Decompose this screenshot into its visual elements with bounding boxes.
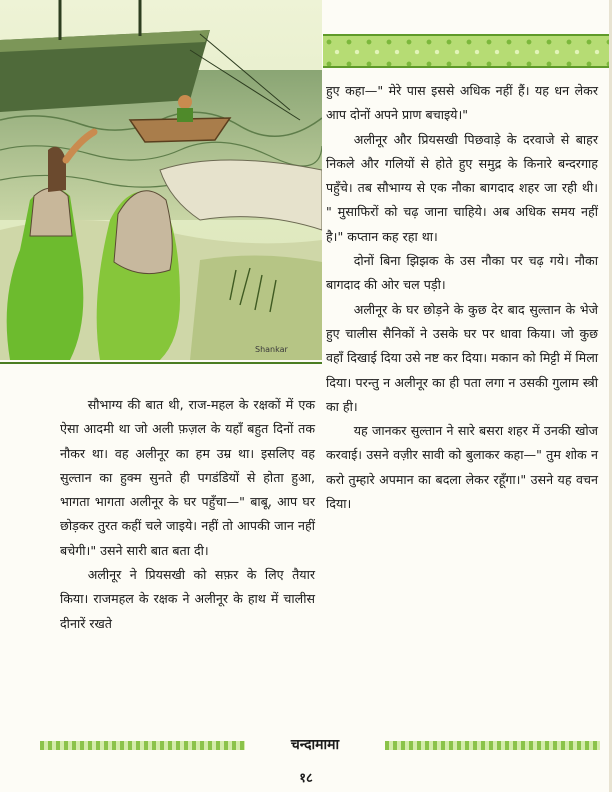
left-text-column <box>60 393 315 636</box>
page-number: १८ <box>299 771 313 786</box>
paragraph: अलीनूर और प्रियसखी पिछवाड़े के दरवाजे से बाहर निकले और गलियों से होते हुए समुद्र के किनारे बन्दरगाह पहुँचे। तब सौभाग्य से एक नौका बागदाद शहर जा रही थी। " मुसाफिरों को चढ़ जाना चाहिये। अब अधिक समय नहीं है।" कप्तान कह रहा था। <box>326 131 598 244</box>
illustration-frame <box>0 362 322 364</box>
paragraph: अलीनूर ने प्रियसखी को सफ़र के लिए तैयार किया। राजमहल के रक्षक ने अलीनूर के हाथ में चालीस दीनारें रखते <box>60 567 315 631</box>
paragraph: दोनों बिना झिझक के उस नौका पर चढ़ गये। नौका बागदाद की ओर चल पड़ी। <box>326 253 598 293</box>
paragraph: सौभाग्य की बात थी, राज-महल के रक्षकों में एक ऐसा आदमी था जो अली फ़ज़ल के यहाँ बहुत दिनों तक नौकर था। वह अलीनूर का हम उम्र था। इसलिए वह सुल्तान का हुक्म सुनते ही पगडंडियों से होता हुआ, भागता भागता अलीनूर के घर पहुँचा—" बाबू, आप घर छोड़कर तुरत कहीं चले जाइये। नहीं तो आपकी जान नहीं बचेगी।" उसने सारी बात बता दी। <box>60 397 315 558</box>
magazine-title: चन्दामामा <box>290 737 340 753</box>
footer-decoration-left <box>40 741 245 750</box>
paragraph: यह जानकर सुल्तान ने सारे बसरा शहर में उनकी खोज करवाई। उसने वज़ीर सावी को बुलाकर कहा—" तुम शोक न करो तुम्हारे अपमान का बदला लेकर रहूँगा।" उसने यह वचन दिया। <box>326 423 598 512</box>
story-illustration <box>0 0 322 360</box>
footer-decoration-right <box>385 741 600 750</box>
paragraph: हुए कहा—" मेरे पास इससे अधिक नहीं हैं। यह धन लेकर आप दोनों अपने प्राण बचाइये।" <box>326 83 598 123</box>
decorative-header-bar <box>323 34 611 68</box>
story-illustration-icon <box>0 0 322 360</box>
right-text-column <box>326 79 598 516</box>
paragraph: अलीनूर के घर छोड़ने के कुछ देर बाद सुल्तान के भेजे हुए चालीस सैनिकों ने उसके घर पर धावा किया। जो कुछ वहाँ दिखाई दिया उसे नष्ट कर दिया। मकान को मिट्टी में मिला दिया। परन्तु न अलीनूर का ही पता लगा न उसकी गुलाम स्त्री का ही। <box>326 301 598 414</box>
page-footer <box>40 737 600 753</box>
artist-signature: Shankar <box>255 345 288 354</box>
